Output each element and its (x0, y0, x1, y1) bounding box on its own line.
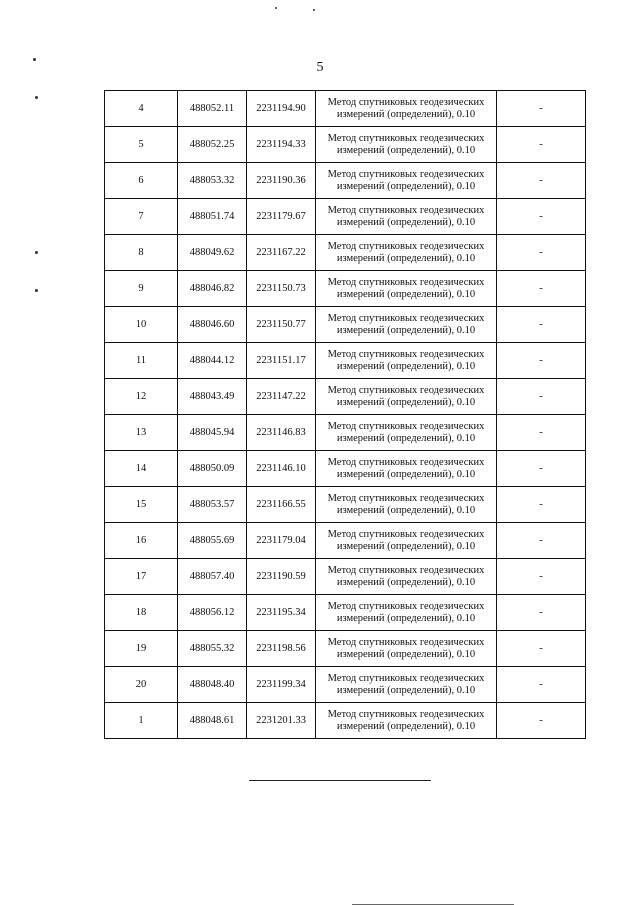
x-coordinate-cell: 488052.11 (178, 91, 247, 127)
method-cell (316, 667, 497, 703)
x-coordinate-cell: 488044.12 (178, 343, 247, 379)
method-text-line1: Метод спутниковых геодезических (327, 312, 485, 324)
method-cell (316, 415, 497, 451)
x-coordinate-cell: 488053.57 (178, 487, 247, 523)
method-cell (316, 703, 497, 739)
y-coordinate-cell: 2231146.83 (247, 415, 316, 451)
x-coordinate-cell: 488056.12 (178, 595, 247, 631)
method-cell (316, 631, 497, 667)
note-cell: - (497, 523, 586, 559)
note-cell: - (497, 91, 586, 127)
point-number-cell: 9 (105, 271, 178, 307)
method-text-line1: Метод спутниковых геодезических (327, 240, 485, 252)
method-text-line2: измерений (определений), 0.10 (336, 324, 476, 336)
table-row (105, 523, 586, 559)
method-cell (316, 595, 497, 631)
method-cell (316, 127, 497, 163)
method-cell (316, 307, 497, 343)
y-coordinate-cell: 2231146.10 (247, 451, 316, 487)
x-coordinate-cell: 488053.32 (178, 163, 247, 199)
table-row (105, 343, 586, 379)
scan-speck (35, 251, 38, 254)
y-coordinate-cell: 2231151.17 (247, 343, 316, 379)
point-number-cell: 10 (105, 307, 178, 343)
x-coordinate-cell: 488051.74 (178, 199, 247, 235)
y-coordinate-cell: 2231147.22 (247, 379, 316, 415)
table-row (105, 379, 586, 415)
table-row (105, 163, 586, 199)
x-coordinate-cell: 488049.62 (178, 235, 247, 271)
method-cell (316, 379, 497, 415)
x-coordinate-cell: 488057.40 (178, 559, 247, 595)
y-coordinate-cell: 2231198.56 (247, 631, 316, 667)
table-row (105, 199, 586, 235)
note-cell: - (497, 451, 586, 487)
point-number-cell: 6 (105, 163, 178, 199)
method-cell (316, 523, 497, 559)
method-text-line1: Метод спутниковых геодезических (327, 672, 485, 684)
method-text-line1: Метод спутниковых геодезических (327, 384, 485, 396)
table-row (105, 667, 586, 703)
method-text-line2: измерений (определений), 0.10 (336, 540, 476, 552)
table-row (105, 631, 586, 667)
method-text-line2: измерений (определений), 0.10 (336, 180, 476, 192)
method-cell (316, 235, 497, 271)
method-cell (316, 343, 497, 379)
scan-speck (313, 9, 315, 11)
point-number-cell: 18 (105, 595, 178, 631)
method-text-line2: измерений (определений), 0.10 (336, 648, 476, 660)
note-cell: - (497, 415, 586, 451)
method-cell (316, 451, 497, 487)
method-text-line2: измерений (определений), 0.10 (336, 468, 476, 480)
x-coordinate-cell: 488055.32 (178, 631, 247, 667)
point-number-cell: 12 (105, 379, 178, 415)
table-row (105, 487, 586, 523)
method-text-line1: Метод спутниковых геодезических (327, 348, 485, 360)
note-cell: - (497, 235, 586, 271)
note-cell: - (497, 667, 586, 703)
method-text-line2: измерений (определений), 0.10 (336, 720, 476, 732)
method-text-line2: измерений (определений), 0.10 (336, 576, 476, 588)
y-coordinate-cell: 2231150.73 (247, 271, 316, 307)
y-coordinate-cell: 2231194.90 (247, 91, 316, 127)
scan-speck (275, 7, 277, 9)
method-text-line1: Метод спутниковых геодезических (327, 456, 485, 468)
y-coordinate-cell: 2231150.77 (247, 307, 316, 343)
x-coordinate-cell: 488050.09 (178, 451, 247, 487)
scan-speck (35, 289, 38, 292)
x-coordinate-cell: 488046.60 (178, 307, 247, 343)
point-number-cell: 8 (105, 235, 178, 271)
method-text-line2: измерений (определений), 0.10 (336, 216, 476, 228)
y-coordinate-cell: 2231166.55 (247, 487, 316, 523)
point-number-cell: 16 (105, 523, 178, 559)
table-row (105, 595, 586, 631)
method-text-line2: измерений (определений), 0.10 (336, 396, 476, 408)
method-text-line1: Метод спутниковых геодезических (327, 276, 485, 288)
y-coordinate-cell: 2231201.33 (247, 703, 316, 739)
method-text-line2: измерений (определений), 0.10 (336, 432, 476, 444)
note-cell: - (497, 559, 586, 595)
x-coordinate-cell: 488055.69 (178, 523, 247, 559)
x-coordinate-cell: 488048.40 (178, 667, 247, 703)
note-cell: - (497, 379, 586, 415)
method-text-line1: Метод спутниковых геодезических (327, 600, 485, 612)
y-coordinate-cell: 2231167.22 (247, 235, 316, 271)
method-text-line1: Метод спутниковых геодезических (327, 528, 485, 540)
method-text-line1: Метод спутниковых геодезических (327, 204, 485, 216)
method-text-line1: Метод спутниковых геодезических (327, 708, 485, 720)
note-cell: - (497, 343, 586, 379)
y-coordinate-cell: 2231195.34 (247, 595, 316, 631)
table-row (105, 451, 586, 487)
y-coordinate-cell: 2231199.34 (247, 667, 316, 703)
coordinates-table-wrapper (104, 90, 586, 739)
point-number-cell: 7 (105, 199, 178, 235)
x-coordinate-cell: 488045.94 (178, 415, 247, 451)
method-text-line2: измерений (определений), 0.10 (336, 252, 476, 264)
method-text-line2: измерений (определений), 0.10 (336, 360, 476, 372)
method-text-line1: Метод спутниковых геодезических (327, 168, 485, 180)
method-text-line1: Метод спутниковых геодезических (327, 96, 485, 108)
method-cell (316, 271, 497, 307)
point-number-cell: 15 (105, 487, 178, 523)
scan-speck (35, 96, 38, 99)
coordinates-table (104, 90, 586, 739)
table-row (105, 91, 586, 127)
note-cell: - (497, 631, 586, 667)
method-text-line2: измерений (определений), 0.10 (336, 288, 476, 300)
point-number-cell: 1 (105, 703, 178, 739)
page-number: 5 (316, 60, 324, 75)
table-row (105, 415, 586, 451)
y-coordinate-cell: 2231179.67 (247, 199, 316, 235)
table-row (105, 703, 586, 739)
scan-speck (33, 58, 36, 61)
x-coordinate-cell: 488046.82 (178, 271, 247, 307)
method-text-line2: измерений (определений), 0.10 (336, 144, 476, 156)
x-coordinate-cell: 488052.25 (178, 127, 247, 163)
note-cell: - (497, 703, 586, 739)
method-text-line2: измерений (определений), 0.10 (336, 684, 476, 696)
note-cell: - (497, 163, 586, 199)
table-row (105, 559, 586, 595)
method-cell (316, 91, 497, 127)
table-row (105, 307, 586, 343)
point-number-cell: 20 (105, 667, 178, 703)
x-coordinate-cell: 488048.61 (178, 703, 247, 739)
note-cell: - (497, 127, 586, 163)
point-number-cell: 5 (105, 127, 178, 163)
note-cell: - (497, 271, 586, 307)
method-text-line1: Метод спутниковых геодезических (327, 132, 485, 144)
method-text-line2: измерений (определений), 0.10 (336, 504, 476, 516)
method-text-line1: Метод спутниковых геодезических (327, 636, 485, 648)
note-cell: - (497, 595, 586, 631)
point-number-cell: 19 (105, 631, 178, 667)
table-row (105, 271, 586, 307)
point-number-cell: 4 (105, 91, 178, 127)
point-number-cell: 13 (105, 415, 178, 451)
method-cell (316, 559, 497, 595)
end-of-document-rule (249, 780, 431, 781)
method-cell (316, 487, 497, 523)
y-coordinate-cell: 2231190.36 (247, 163, 316, 199)
method-text-line2: измерений (определений), 0.10 (336, 108, 476, 120)
y-coordinate-cell: 2231194.33 (247, 127, 316, 163)
note-cell: - (497, 199, 586, 235)
point-number-cell: 17 (105, 559, 178, 595)
method-text-line1: Метод спутниковых геодезических (327, 492, 485, 504)
coordinates-table-body (105, 91, 586, 739)
point-number-cell: 11 (105, 343, 178, 379)
method-text-line1: Метод спутниковых геодезических (327, 420, 485, 432)
table-row (105, 235, 586, 271)
note-cell: - (497, 487, 586, 523)
point-number-cell: 14 (105, 451, 178, 487)
y-coordinate-cell: 2231179.04 (247, 523, 316, 559)
note-cell: - (497, 307, 586, 343)
method-cell (316, 163, 497, 199)
x-coordinate-cell: 488043.49 (178, 379, 247, 415)
method-text-line1: Метод спутниковых геодезических (327, 564, 485, 576)
y-coordinate-cell: 2231190.59 (247, 559, 316, 595)
method-cell (316, 199, 497, 235)
method-text-line2: измерений (определений), 0.10 (336, 612, 476, 624)
table-row (105, 127, 586, 163)
